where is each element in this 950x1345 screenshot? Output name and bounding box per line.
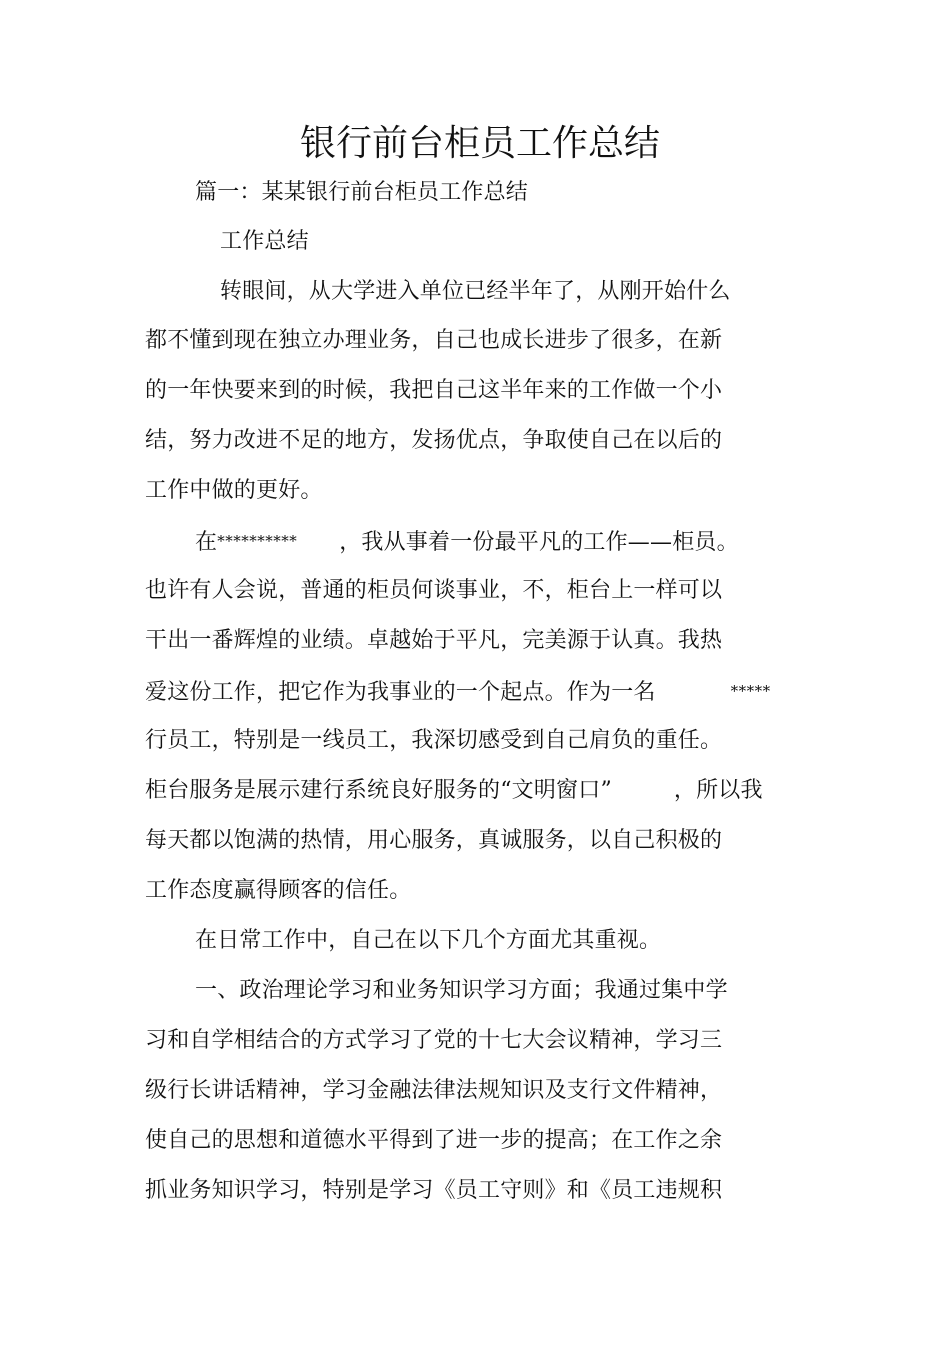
paragraph-line: 在日常工作中，自己在以下几个方面尤其重视。 bbox=[195, 928, 662, 953]
text-span: ，所以我 bbox=[673, 778, 763, 803]
paragraph-line bbox=[195, 526, 739, 558]
masked-text: ********** bbox=[217, 532, 298, 550]
paragraph-line bbox=[145, 676, 771, 708]
paragraph-line: 一、政治理论学习和业务知识学习方面；我通过集中学 bbox=[195, 978, 728, 1003]
masked-text: ***** bbox=[730, 682, 771, 700]
paragraph-line: 干出一番辉煌的业绩。卓越始于平凡，完美源于认真。我热 bbox=[145, 628, 723, 653]
paragraph-line bbox=[145, 776, 763, 806]
paragraph-line: 习和自学相结合的方式学习了党的十七大会议精神，学习三 bbox=[145, 1028, 723, 1053]
paragraph-line: 级行长讲话精神，学习金融法律法规知识及支行文件精神， bbox=[145, 1078, 723, 1103]
paragraph-line: 使自己的思想和道德水平得到了进一步的提高；在工作之余 bbox=[145, 1128, 723, 1153]
document-subtitle: 篇一：某某银行前台柜员工作总结 bbox=[195, 180, 529, 205]
paragraph-line: 转眼间，从大学进入单位已经半年了，从刚开始什么 bbox=[220, 279, 731, 304]
paragraph-line: 每天都以饱满的热情，用心服务，真诚服务，以自己积极的 bbox=[145, 828, 723, 853]
section-heading: 工作总结 bbox=[220, 229, 309, 254]
text-span: 柜台服务是展示建行系统良好服务的“文明窗口” bbox=[145, 778, 612, 803]
paragraph-line: 工作中做的更好。 bbox=[145, 478, 323, 503]
text-span: 在 bbox=[195, 530, 218, 555]
text-span: ，我从事着一份最平凡的工作——柜员。 bbox=[339, 530, 739, 555]
paragraph-line: 都不懂到现在独立办理业务，自己也成长进步了很多，在新 bbox=[145, 328, 723, 353]
paragraph-line: 结，努力改进不足的地方，发扬优点，争取使自己在以后的 bbox=[145, 428, 723, 453]
paragraph-line: 工作态度赢得顾客的信任。 bbox=[145, 878, 412, 903]
text-span: 爱这份工作，把它作为我事业的一个起点。作为一名 bbox=[145, 680, 656, 705]
paragraph-line: 的一年快要来到的时候，我把自己这半年来的工作做一个小 bbox=[145, 378, 723, 403]
paragraph-line: 抓业务知识学习，特别是学习《员工守则》和《员工违规积 bbox=[145, 1178, 723, 1203]
document-title: 银行前台柜员工作总结 bbox=[299, 123, 660, 164]
paragraph-line: 也许有人会说，普通的柜员何谈事业，不，柜台上一样可以 bbox=[145, 578, 723, 603]
paragraph-line: 行员工，特别是一线员工，我深切感受到自己肩负的重任。 bbox=[145, 728, 723, 753]
